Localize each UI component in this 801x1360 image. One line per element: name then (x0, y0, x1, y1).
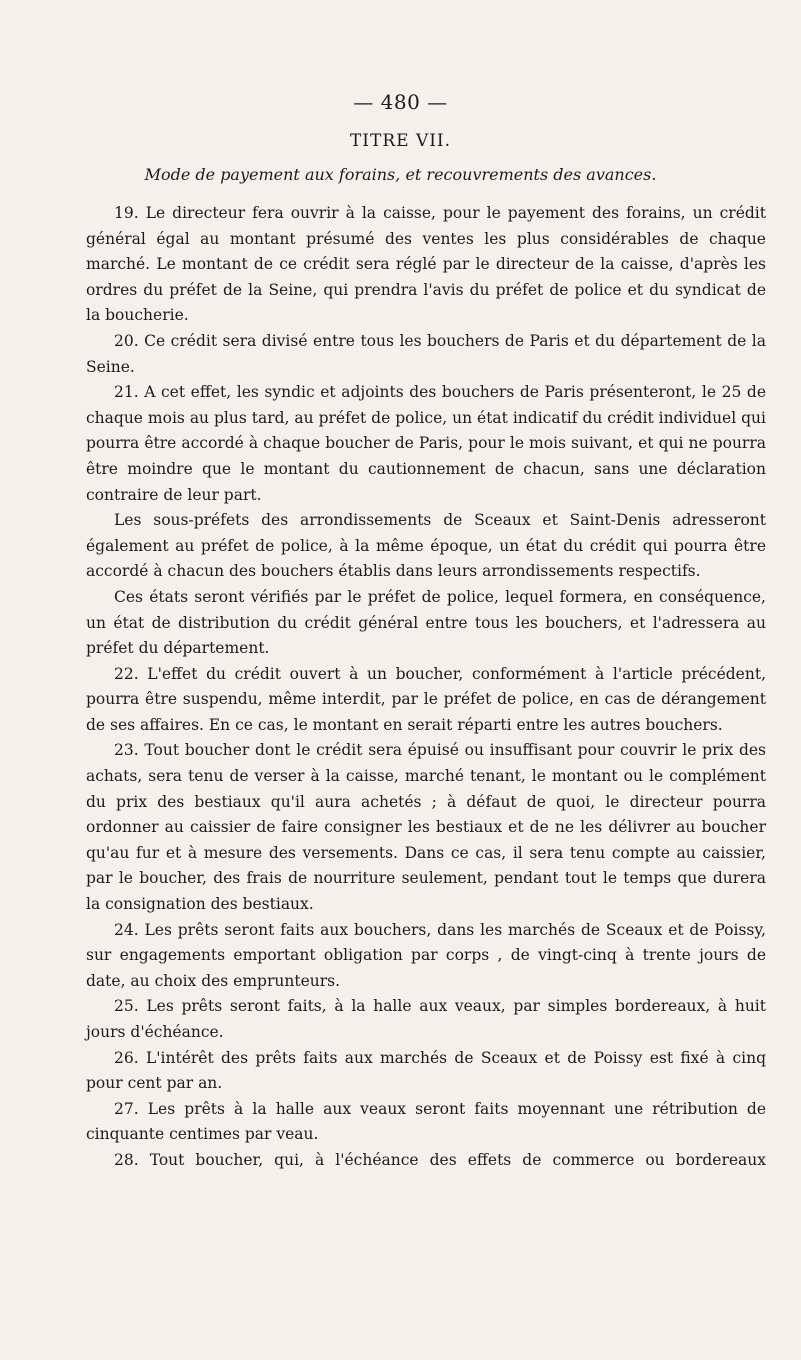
page-number: — 480 — (353, 90, 448, 114)
paragraph-21 (86, 380, 766, 508)
article-number: 21. (114, 383, 139, 402)
article-number: 22. (114, 664, 139, 683)
article-number: 24. (114, 920, 139, 939)
paragraph-text: Tout boucher dont le crédit sera épuisé ou insuffisant pour couvrir le prix des achats, sera tenu de verser à la caisse, marché tenant, le montant ou le complément du prix des bestiaux qu'il aura achetés ; à défaut de quoi, le directeur pourra ordonner au caissier de faire consigner les bestiaux et de ne les délivrer au boucher qu'au fur et à mesure des versements. Dans ce cas, il sera tenu compte au caissier, par le boucher, des frais de nourriture seulement, pendant tout le temps que durera la consignation des bestiaux. (86, 741, 766, 914)
article-number: 20. (114, 331, 139, 350)
paragraph-text: Les prêts à la halle aux veaux seront faits moyennant une rétribution de cinquante centimes par veau. (86, 1099, 767, 1144)
paragraph-text: L'effet du crédit ouvert à un boucher, conformément à l'article précédent, pourra être suspendu, même interdit, par le préfet de police, en cas de dérangement de ses affaires. En ce cas, le montant en serait réparti entre les autres bouchers. (86, 664, 766, 734)
article-number: 23. (114, 741, 139, 760)
paragraph-28 (86, 1148, 766, 1174)
paragraph-text: Ce crédit sera divisé entre tous les bouchers de Paris et du département de la Seine. (86, 331, 766, 376)
paragraph-text: L'intérêt des prêts faits aux marchés de Sceaux et de Poissy est fixé à cinq pour cent par an. (86, 1048, 766, 1093)
paragraph-text: Les prêts seront faits, à la halle aux veaux, par simples bordereaux, à huit jours d'échéance. (86, 997, 766, 1041)
paragraph-text: A cet effet, les syndic et adjoints des bouchers de Paris présenteront, le 25 de chaque mois au plus tard, au préfet de police, un état indicatif du crédit individuel qui pourra être accordé à chaque boucher de Paris, pour le mois suivant, et qui ne pourra être moindre que le montant du cautionnement de chacun, sans une déclaration contraire de leur part. (86, 383, 766, 504)
paragraph-text: Les sous-préfets des arrondissements de Sceaux et Saint-Denis adresseront également au préfet de police, à la même époque, un état du crédit qui pourra être accordé à chacun des bouchers établis dans leurs arrondissements respectifs. (86, 511, 766, 581)
paragraph-25 (86, 994, 766, 1045)
article-number: 25. (114, 997, 139, 1016)
paragraph-text: Tout boucher, qui, à l'échéance des effets de commerce ou bordereaux (149, 1150, 766, 1169)
paragraph-22 (86, 662, 766, 739)
paragraph-26 (86, 1046, 766, 1097)
section-subtitle: Mode de payement aux forains, et recouvrements des avances. (144, 165, 657, 184)
paragraph-etats (86, 585, 766, 662)
paragraph-text: Les prêts seront faits aux bouchers, dans les marchés de Sceaux et de Poissy, sur engagements emportant obligation par corps , de vingt-cinq à trente jours de date, au choix des emprunteurs. (86, 920, 766, 990)
paragraph-text: Le directeur fera ouvrir à la caisse, pour le payement des forains, un crédit général égal au montant présumé des ventes les plus considérables de chaque marché. Le montant de ce crédit sera réglé par le directeur de la caisse, d'après les ordres du préfet de la Seine, qui prendra l'avis du préfet de police et du syndicat de la boucherie. (86, 204, 766, 325)
paragraph-text: Ces états seront vérifiés par le préfet de police, lequel formera, en conséquence, un état de distribution du crédit général entre tous les bouchers, et l'adressera au préfet du département. (86, 587, 766, 658)
article-number: 26. (114, 1048, 139, 1067)
paragraph-20 (86, 329, 766, 380)
paragraph-23 (86, 738, 766, 917)
body-text (86, 201, 766, 1174)
article-number: 27. (114, 1099, 139, 1118)
paragraph-sous-prefets (86, 508, 766, 585)
paragraph-24 (86, 918, 766, 995)
article-number: 28. (114, 1150, 139, 1169)
article-number: 19. (114, 204, 139, 222)
paragraph-27 (86, 1097, 766, 1148)
paragraph-19 (86, 201, 766, 329)
section-title: TITRE VII. (349, 131, 452, 151)
